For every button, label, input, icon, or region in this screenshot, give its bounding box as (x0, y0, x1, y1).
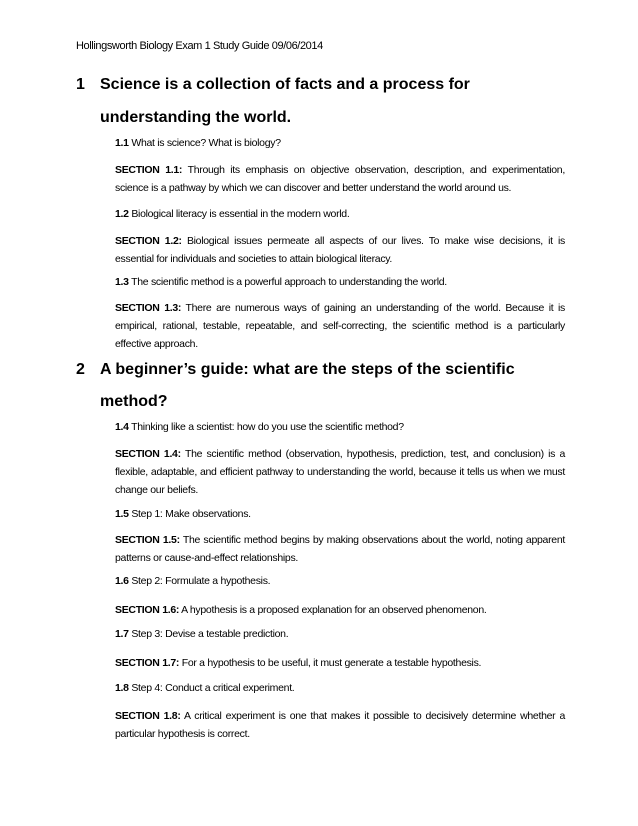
section-text: The scientific method begins by making observations about the world, noting apparent patterns or cause-and-effect relationships. (115, 534, 565, 564)
section-summary (115, 299, 565, 353)
section-label: SECTION 1.4: (115, 448, 181, 460)
section-text: For a hypothesis to be useful, it must generate a testable hypothesis. (181, 657, 482, 669)
section-number: 1 (76, 76, 85, 93)
section-summary (115, 654, 565, 672)
section-label: SECTION 1.5: (115, 534, 180, 546)
topic-number: 1.2 (115, 208, 129, 220)
section-summary (115, 232, 565, 268)
section-text: A hypothesis is a proposed explanation for an observed phenomenon. (181, 604, 487, 616)
topic-item (115, 208, 349, 221)
section-title-continued: understanding the world. (100, 109, 292, 126)
topic-text: Step 2: Formulate a hypothesis. (131, 575, 271, 587)
section-label: SECTION 1.8: (115, 710, 181, 722)
topic-item (115, 682, 294, 695)
topic-text: Thinking like a scientist: how do you use the scientific method? (131, 421, 404, 433)
topic-number: 1.5 (115, 508, 129, 520)
topic-text: What is science? What is biology? (131, 137, 281, 149)
topic-number: 1.3 (115, 276, 129, 288)
section-summary (115, 707, 565, 743)
topic-number: 1.8 (115, 682, 129, 694)
section-label: SECTION 1.7: (115, 657, 180, 669)
topic-item (115, 137, 281, 150)
section-text: Biological issues permeate all aspects of our lives. To make wise decisions, it is essential for individuals and societies to attain biological literacy. (115, 235, 565, 265)
topic-text: Step 4: Conduct a critical experiment. (131, 682, 295, 694)
section-summary (115, 445, 565, 499)
topic-text: Step 1: Make observations. (131, 508, 251, 520)
topic-item (115, 508, 251, 521)
topic-item (115, 276, 447, 289)
topic-text: Biological literacy is essential in the modern world. (131, 208, 350, 220)
topic-number: 1.1 (115, 137, 129, 149)
section-label: SECTION 1.3: (115, 302, 182, 314)
section-title: A beginner’s guide: what are the steps of the scientific (100, 361, 515, 378)
section-text: There are numerous ways of gaining an understanding of the world. Because it is empirical, rational, testable, repeatable, and self-correcting, the scientific method is a particularly effective approach. (115, 302, 565, 350)
section-text: Through its emphasis on objective observation, description, and experimentation, science is a pathway by which we can discover and better understand the world around us. (115, 164, 565, 194)
section-summary (115, 601, 565, 619)
section-label: SECTION 1.6: (115, 604, 180, 616)
topic-text: Step 3: Devise a testable prediction. (131, 628, 289, 640)
section-title-continued: method? (100, 393, 168, 410)
topic-number: 1.7 (115, 628, 129, 640)
topic-item (115, 628, 288, 641)
section-label: SECTION 1.1: (115, 164, 183, 176)
topic-number: 1.6 (115, 575, 129, 587)
section-text: The scientific method (observation, hypothesis, prediction, test, and conclusion) is a flexible, adaptable, and efficient pathway to understanding the world, because it tells us when we must change our beliefs. (115, 448, 565, 496)
topic-text: The scientific method is a powerful approach to understanding the world. (131, 276, 447, 288)
section-label: SECTION 1.2: (115, 235, 182, 247)
topic-item (115, 575, 270, 588)
section-summary (115, 531, 565, 567)
topic-item (115, 421, 404, 434)
section-text: A critical experiment is one that makes it possible to decisively determine whether a particular hypothesis is correct. (115, 710, 565, 740)
topic-number: 1.4 (115, 421, 129, 433)
section-title: Science is a collection of facts and a process for (100, 76, 470, 93)
section-summary (115, 161, 565, 197)
section-number: 2 (76, 361, 85, 378)
page-header: Hollingsworth Biology Exam 1 Study Guide 09/06/2014 (76, 40, 323, 52)
